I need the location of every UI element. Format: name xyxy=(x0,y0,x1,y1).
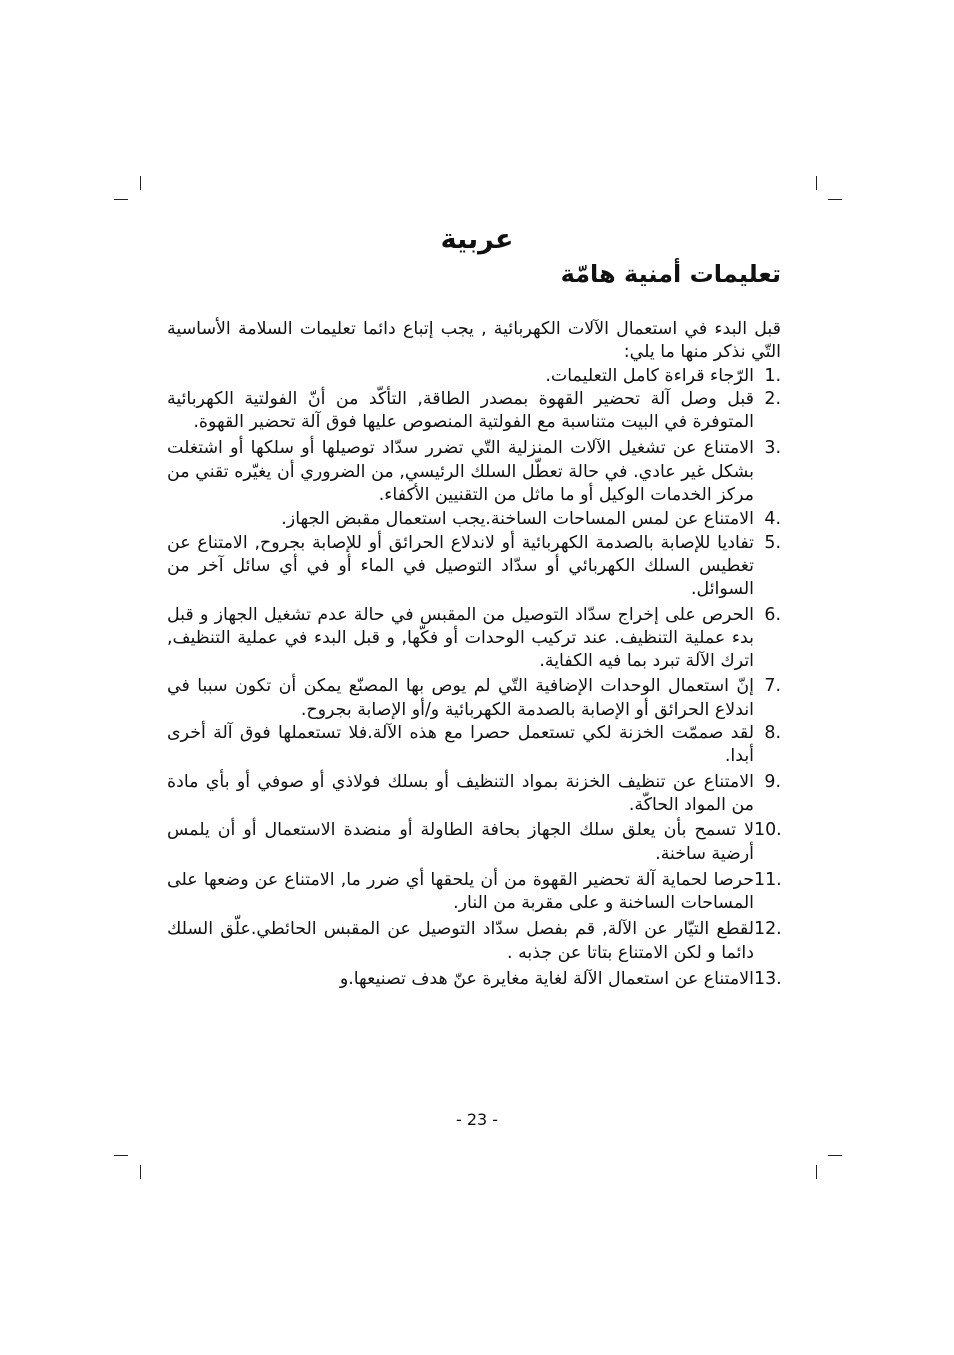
list-item xyxy=(167,771,781,818)
list-item xyxy=(167,968,781,991)
section-heading: تعليمات أمنية هامّة xyxy=(560,260,781,288)
item-text: لا تسمح بأن يعلق سلك الجهاز بحافة الطاولة أو منضدة الاستعمال أو أن يلمس أرضية ساخنة. xyxy=(167,820,754,864)
list-item xyxy=(167,365,781,388)
list-item xyxy=(167,722,781,769)
list-item xyxy=(167,388,781,435)
item-text: تفاديا للإصابة بالصدمة الكهربائية أو لاندلاع الحرائق أو للإصابة بجروح, الامتناع عن تغطيس السلك الكهربائي أو سدّاد التوصيل في الماء أو في أي سائل آخر من السوائل. xyxy=(167,532,754,600)
item-text: لقطع التيّار عن الآلة, قم بفصل سدّاد التوصيل عن المقبس الحائطي.علّق السلك دائما و لكن الامتناع بتاتا عن جذبه . xyxy=(167,919,754,963)
page-number: - 23 - xyxy=(455,1110,499,1129)
item-number: 9. xyxy=(764,771,781,792)
intro-paragraph: قبل البدء في استعمال الآلات الكهربائية , يجب إتباع دائما تعليمات السلامة الأساسية التّي نذكر منها ما يلي: xyxy=(167,319,781,363)
list-item xyxy=(167,675,781,722)
list-item xyxy=(167,532,781,602)
crop-mark-top-right-horizontal xyxy=(828,199,842,200)
item-text: قبل وصل آلة تحضير القهوة بمصدر الطاقة, التأكّد من أنّ الفولتية الكهربائية المتوفرة في البيت متناسبة مع الفولتية المنصوص عليها فوق آلة تحضير القهوة. xyxy=(167,388,754,433)
item-text: الامتناع عن تنظيف الخزنة بمواد التنظيف أو بسلك فولاذي أو صوفي أو بأي مادة من المواد الحاكّة. xyxy=(167,771,754,815)
item-text: الرّجاء قراءة كامل التعليمات. xyxy=(545,365,754,386)
list-item xyxy=(167,869,781,916)
crop-mark-top-left-horizontal xyxy=(114,199,128,200)
crop-mark-bottom-left-horizontal xyxy=(114,1155,128,1156)
list-item xyxy=(167,604,781,674)
item-text: الامتناع عن استعمال الآلة لغاية مغايرة عنّ هدف تصنيعها.و xyxy=(339,969,754,990)
item-number: 4. xyxy=(764,509,781,530)
item-number: 13. xyxy=(754,969,782,990)
item-number: 12. xyxy=(754,919,782,940)
item-number: 5. xyxy=(764,532,781,553)
safety-instructions-list xyxy=(167,365,781,992)
item-text: حرصا لحماية آلة تحضير القهوة من أن يلحقها أي ضرر ما, الامتناع عن وضعها على المساحات الساخنة و على مقربة من النار. xyxy=(167,869,754,914)
item-text: الحرص على إخراج سدّاد التوصيل من المقبس في حالة عدم تشغيل الجهاز و قبل بدء عملية التنظيف. عند تركيب الوحدات أو فكّها, و قبل البدء في عملية التنظيف, اترك الآلة تبرد بما فيه الكفاية. xyxy=(167,604,754,672)
page-heading: عربية xyxy=(440,224,514,255)
item-number: 3. xyxy=(764,438,781,459)
list-item xyxy=(167,437,781,507)
list-item xyxy=(167,508,781,531)
crop-mark-top-left-vertical xyxy=(140,176,141,190)
list-item xyxy=(167,819,781,866)
crop-mark-top-right-vertical xyxy=(816,176,817,190)
instructions-body xyxy=(167,318,781,991)
item-number: 2. xyxy=(764,388,781,409)
item-text: إنّ استعمال الوحدات الإضافية التّي لم يوص بها المصنّع يمكن أن تكون سببا في اندلاع الحرائق أو الإصابة بالصدمة الكهربائية و/أو الإصابة بجروح. xyxy=(167,676,754,720)
item-number: 11. xyxy=(754,869,782,890)
item-number: 6. xyxy=(764,604,781,625)
item-text: الامتناع عن تشغيل الآلات المنزلية التّي تضرر سدّاد توصيلها أو سلكها أو اشتغلت بشكل غير عادي. في حالة تعطّل السلك الرئيسي, من الضروري أن يغيّره تقني من مركز الخدمات الوكيل أو ما ماثل من التقنيين الأكفاء. xyxy=(167,438,754,506)
list-item xyxy=(167,918,781,965)
item-number: 10. xyxy=(754,820,782,841)
item-text: الامتناع عن لمس المساحات الساخنة.يجب استعمال مقبض الجهاز. xyxy=(281,509,754,530)
item-number: 8. xyxy=(764,723,781,744)
item-text: لقد صممّت الخزنة لكي تستعمل حصرا مع هذه الآلة.فلا تستعملها فوق آلة أخرى أبدا. xyxy=(167,723,754,767)
item-number: 7. xyxy=(764,676,781,697)
crop-mark-bottom-left-vertical xyxy=(140,1165,141,1179)
item-number: 1. xyxy=(764,365,781,386)
crop-mark-bottom-right-vertical xyxy=(816,1165,817,1179)
crop-mark-bottom-right-horizontal xyxy=(828,1155,842,1156)
